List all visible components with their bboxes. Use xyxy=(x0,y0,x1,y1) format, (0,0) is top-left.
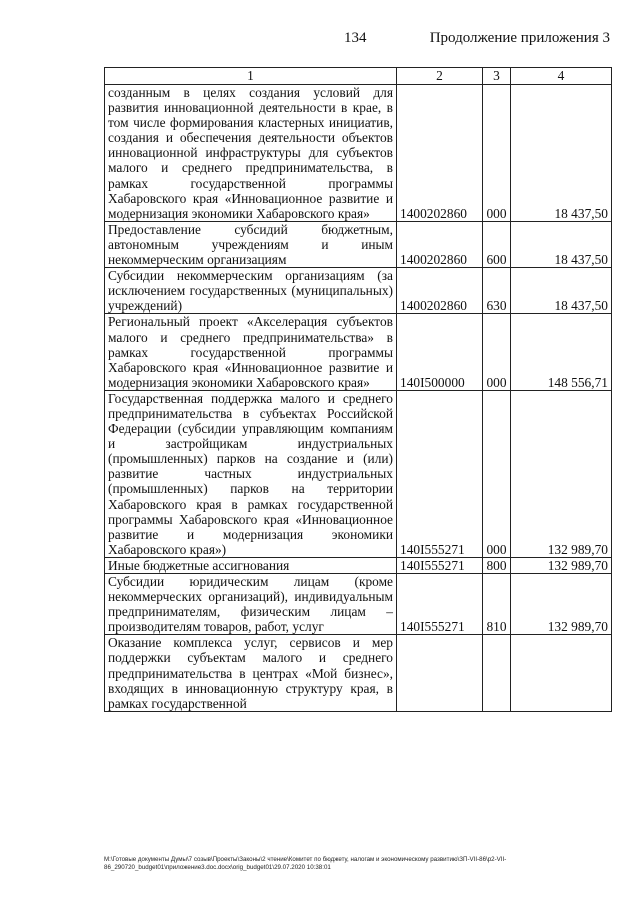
row-amount: 18 437,50 xyxy=(511,268,612,314)
row-expense-type: 630 xyxy=(483,268,511,314)
table-header-row xyxy=(105,68,612,85)
row-code: 140I555271 xyxy=(397,557,483,573)
row-expense-type xyxy=(483,635,511,711)
row-description: Оказание комплекса услуг, сервисов и мер поддержки субъектам малого и среднего предпринимательства в центрах «Мой бизнес», входящих в инновационную структуру края, в рамках государственной xyxy=(105,635,397,711)
row-description: созданным в целях создания условий для развития инновационной деятельности в крае, в том числе формирования кластерных инициатив, создания и обеспечения деятельности объектов инновационной инфраструктуры для субъектов малого и среднего предпринимательства, в рамках государственной программы Хабаровского края «Инновационное развитие и модернизация экономики Хабаровского края» xyxy=(105,85,397,222)
table-row xyxy=(105,314,612,390)
row-amount: 132 989,70 xyxy=(511,390,612,557)
table-row xyxy=(105,635,612,711)
row-code: 1400202860 xyxy=(397,221,483,267)
row-code: 140I500000 xyxy=(397,314,483,390)
row-description: Субсидии некоммерческим организациям (за исключением государственных (муниципальных) учреждений) xyxy=(105,268,397,314)
row-description: Иные бюджетные ассигнования xyxy=(105,557,397,573)
row-amount: 18 437,50 xyxy=(511,221,612,267)
row-amount xyxy=(511,635,612,711)
row-expense-type: 000 xyxy=(483,390,511,557)
row-expense-type: 600 xyxy=(483,221,511,267)
row-code: 1400202860 xyxy=(397,268,483,314)
column-header: 1 xyxy=(105,68,397,85)
row-code: 140I555271 xyxy=(397,390,483,557)
row-expense-type: 810 xyxy=(483,574,511,635)
row-amount: 18 437,50 xyxy=(511,85,612,222)
column-header: 3 xyxy=(483,68,511,85)
row-description: Предоставление субсидий бюджетным, автономным учреждениям и иным некоммерческим организациям xyxy=(105,221,397,267)
row-amount: 132 989,70 xyxy=(511,557,612,573)
row-code xyxy=(397,635,483,711)
row-description: Региональный проект «Акселерация субъектов малого и среднего предпринимательства» в рамках государственной программы Хабаровского края «Инновационное развитие и модернизация экономики Хабаровского края» xyxy=(105,314,397,390)
budget-table xyxy=(104,67,612,712)
row-amount: 148 556,71 xyxy=(511,314,612,390)
table-row xyxy=(105,557,612,573)
row-code: 140I555271 xyxy=(397,574,483,635)
page-number: 134 xyxy=(344,30,367,46)
row-amount: 132 989,70 xyxy=(511,574,612,635)
table-row xyxy=(105,574,612,635)
row-expense-type: 000 xyxy=(483,85,511,222)
column-header: 2 xyxy=(397,68,483,85)
row-expense-type: 000 xyxy=(483,314,511,390)
table-row xyxy=(105,221,612,267)
row-description: Государственная поддержка малого и среднего предпринимательства в субъектах Российской Федерации (субсидии управляющим компаниям и застройщикам индустриальных (промышленных) парков на создание и (или) развитие частных индустриальных (промышленных) парков на территории Хабаровского края в рамках государственной программы Хабаровского края «Инновационное развитие и модернизация экономики Хабаровского края») xyxy=(105,390,397,557)
column-header: 4 xyxy=(511,68,612,85)
table-row xyxy=(105,268,612,314)
row-code: 1400202860 xyxy=(397,85,483,222)
row-expense-type: 800 xyxy=(483,557,511,573)
row-description: Субсидии юридическим лицам (кроме некоммерческих организаций), индивидуальным предпринимателям, физическим лицам – производителям товаров, работ, услуг xyxy=(105,574,397,635)
continuation-label: Продолжение приложения 3 xyxy=(429,30,610,46)
table-row xyxy=(105,390,612,557)
table-row xyxy=(105,85,612,222)
document-path-footer: M:\Готовые документы Думы\7 созыв\Проекты\Законы\2 чтение\Комитет по бюджету, налогам и экономическому развитию\ЗП-VII-86\р2-VII-86_290720_budget01\приложение3.doc.docx\orig_budget01\29.07.2020 10:38:01 xyxy=(104,856,507,871)
